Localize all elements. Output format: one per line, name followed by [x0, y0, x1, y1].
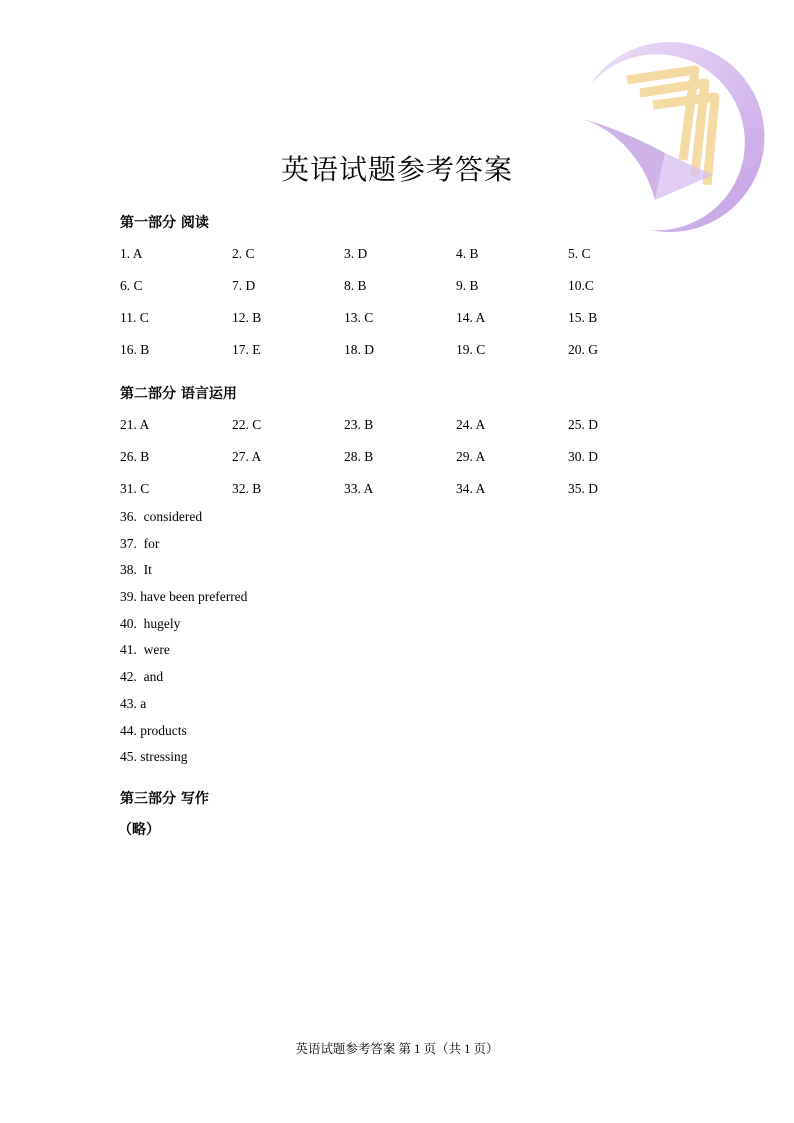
answer-15: 15. B: [568, 310, 598, 325]
answer-37: 37. for: [120, 535, 160, 551]
answer-7: 7. D: [232, 278, 256, 293]
answer-12: 12. B: [232, 310, 262, 325]
answer-41: 41. were: [120, 642, 170, 658]
answer-16: 16. B: [120, 342, 150, 357]
answer-39: 39. have been preferred: [120, 589, 248, 605]
answer-33: 33. A: [344, 481, 374, 496]
answer-11: 11. C: [120, 310, 149, 325]
part2-heading: 第二部分 语言运用: [120, 386, 237, 402]
answer-40: 40. hugely: [120, 615, 181, 631]
answer-21: 21. A: [120, 417, 150, 432]
answer-25: 25. D: [568, 417, 598, 432]
answer-3: 3. D: [344, 246, 368, 261]
page-footer: 英语试题参考答案 第 1 页（共 1 页）: [295, 1042, 499, 1056]
answer-38: 38. It: [120, 562, 152, 578]
answer-26: 26. B: [120, 449, 150, 464]
answer-34: 34. A: [456, 481, 486, 496]
answer-24: 24. A: [456, 417, 486, 432]
answer-35: 35. D: [568, 481, 598, 496]
answer-27: 27. A: [232, 449, 262, 464]
part1-heading: 第一部分 阅读: [120, 215, 209, 231]
answer-13: 13. C: [344, 310, 374, 325]
answer-42: 42. and: [120, 669, 164, 685]
part2-fill-in-list: [120, 507, 520, 774]
part1-answer-grid: [120, 244, 680, 372]
answer-22: 22. C: [232, 417, 262, 432]
answer-23: 23. B: [344, 417, 374, 432]
answer-2: 2. C: [232, 246, 255, 261]
document-title: 英语试题参考答案: [280, 153, 513, 186]
answer-17: 17. E: [232, 342, 261, 357]
answer-30: 30. D: [568, 449, 598, 464]
answer-4: 4. B: [456, 246, 479, 261]
answer-14: 14. A: [456, 310, 486, 325]
answer-29: 29. A: [456, 449, 486, 464]
answer-19: 19. C: [456, 342, 486, 357]
answer-10: 10.C: [568, 278, 594, 293]
answer-36: 36. considered: [120, 509, 203, 524]
answer-6: 6. C: [120, 278, 143, 293]
part3-omitted-note: （略）: [118, 822, 160, 838]
answer-8: 8. B: [344, 278, 367, 293]
open-book-logo-icon: [555, 25, 770, 240]
answer-20: 20. G: [568, 342, 598, 357]
part2-answer-grid: [120, 415, 680, 511]
part3-heading: 第三部分 写作: [120, 791, 209, 807]
answer-45: 45. stressing: [120, 749, 188, 765]
answer-5: 5. C: [568, 246, 591, 261]
answer-43: 43. a: [120, 695, 147, 711]
answer-18: 18. D: [344, 342, 374, 357]
answer-28: 28. B: [344, 449, 374, 464]
answer-32: 32. B: [232, 481, 262, 496]
answer-44: 44. products: [120, 722, 187, 738]
answer-9: 9. B: [456, 278, 479, 293]
answer-1: 1. A: [120, 246, 143, 261]
answer-31: 31. C: [120, 481, 150, 496]
